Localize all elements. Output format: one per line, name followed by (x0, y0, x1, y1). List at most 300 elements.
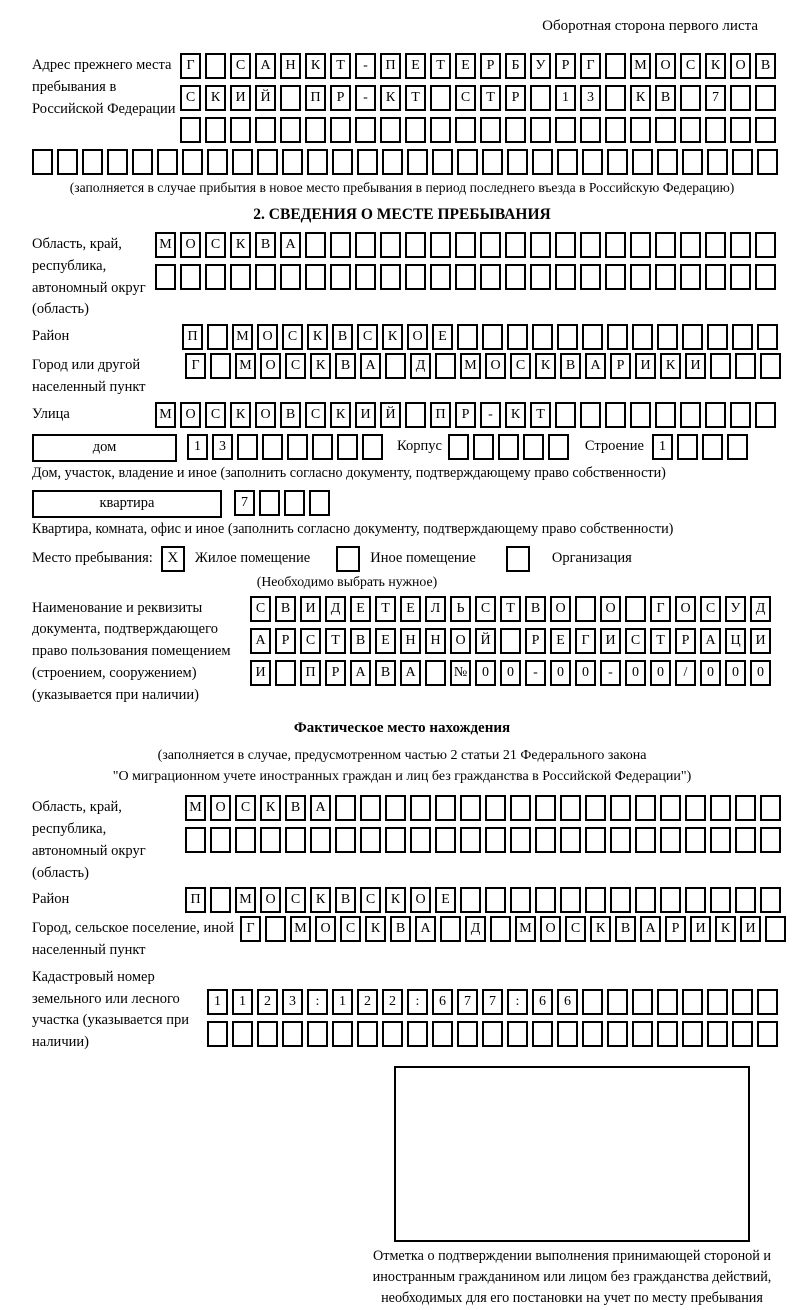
char-box: В (615, 916, 636, 942)
char-box: С (205, 402, 226, 428)
region-block (32, 232, 772, 321)
char-box (210, 827, 231, 853)
char-box (305, 117, 326, 143)
stay-type-row (32, 546, 772, 572)
char-box (385, 353, 406, 379)
char-box (330, 232, 351, 258)
char-box: 7 (234, 490, 255, 516)
char-box (630, 117, 651, 143)
char-box (610, 887, 631, 913)
char-box (435, 827, 456, 853)
char-box (57, 149, 78, 175)
confirmation-mark-area (394, 1066, 772, 1242)
char-box (732, 989, 753, 1015)
char-box (210, 353, 231, 379)
char-box: У (725, 596, 746, 622)
char-box (380, 232, 401, 258)
korpus-label: Корпус (397, 437, 442, 454)
char-box: О (180, 232, 201, 258)
page-corner-note: Оборотная сторона первого листа (542, 18, 758, 34)
char-box: К (505, 402, 526, 428)
char-box (507, 149, 528, 175)
char-box: Р (325, 660, 346, 686)
char-box (605, 232, 626, 258)
char-box (485, 795, 506, 821)
char-box (607, 324, 628, 350)
char-box (332, 149, 353, 175)
char-box (432, 149, 453, 175)
char-box: 0 (575, 660, 596, 686)
char-box: А (310, 795, 331, 821)
char-box: 1 (232, 989, 253, 1015)
char-box: О (407, 324, 428, 350)
char-box: 0 (750, 660, 771, 686)
apartment-field-box: квартира (32, 490, 222, 518)
char-box (655, 264, 676, 290)
char-box: О (450, 628, 471, 654)
char-box (682, 1021, 703, 1047)
char-box: И (300, 596, 321, 622)
document-row-2 (250, 628, 771, 654)
char-box: О (550, 596, 571, 622)
char-box: А (700, 628, 721, 654)
char-box (632, 1021, 653, 1047)
char-box: Н (280, 53, 301, 79)
char-box: 0 (550, 660, 571, 686)
char-box: В (350, 628, 371, 654)
char-box (757, 149, 778, 175)
char-box (357, 149, 378, 175)
char-box: П (182, 324, 203, 350)
char-box (580, 117, 601, 143)
char-box (705, 232, 726, 258)
char-box (630, 402, 651, 428)
char-box (455, 117, 476, 143)
char-box (732, 1021, 753, 1047)
char-box: К (630, 85, 651, 111)
char-box: 0 (725, 660, 746, 686)
char-box (380, 264, 401, 290)
char-box (677, 434, 698, 460)
char-box (490, 916, 511, 942)
char-box: М (630, 53, 651, 79)
char-box (680, 117, 701, 143)
char-box: Р (555, 53, 576, 79)
char-box: 0 (700, 660, 721, 686)
char-box (657, 324, 678, 350)
char-box (280, 85, 301, 111)
char-box (207, 324, 228, 350)
cadastre-block (32, 965, 772, 1054)
char-box (680, 232, 701, 258)
char-box (107, 149, 128, 175)
char-box (307, 1021, 328, 1047)
char-box (730, 402, 751, 428)
char-box: С (250, 596, 271, 622)
char-box (680, 402, 701, 428)
char-box: Г (575, 628, 596, 654)
korpus-cells (448, 434, 569, 460)
char-box: Р (505, 85, 526, 111)
char-box: С (360, 887, 381, 913)
char-box (605, 85, 626, 111)
char-box: - (600, 660, 621, 686)
char-box: К (230, 402, 251, 428)
char-box (382, 149, 403, 175)
char-box: 7 (705, 85, 726, 111)
char-box (360, 795, 381, 821)
char-box: К (365, 916, 386, 942)
char-box: Й (380, 402, 401, 428)
char-box (727, 434, 748, 460)
char-box: М (185, 795, 206, 821)
char-box (707, 324, 728, 350)
document-row-1 (250, 596, 771, 622)
char-box (480, 232, 501, 258)
actual-region-block (32, 795, 772, 884)
char-box (632, 149, 653, 175)
char-box (580, 264, 601, 290)
city-row (185, 353, 781, 379)
char-box (237, 434, 258, 460)
char-box (230, 264, 251, 290)
confirmation-mark-box (394, 1066, 750, 1242)
char-box: К (260, 795, 281, 821)
char-box: Ц (725, 628, 746, 654)
char-box (735, 353, 756, 379)
apartment-cells (234, 490, 330, 516)
char-box (660, 827, 681, 853)
char-box (255, 264, 276, 290)
char-box (532, 149, 553, 175)
char-box (755, 232, 776, 258)
document-block (32, 596, 772, 707)
prev-address-row-1 (180, 53, 776, 79)
char-box (507, 324, 528, 350)
char-box (309, 490, 330, 516)
char-box (282, 1021, 303, 1047)
char-box (555, 264, 576, 290)
char-box: К (330, 402, 351, 428)
char-box: С (565, 916, 586, 942)
char-box (582, 324, 603, 350)
char-box (760, 887, 781, 913)
char-box (405, 117, 426, 143)
char-box (505, 117, 526, 143)
district-label: Район (32, 328, 70, 344)
char-box (605, 53, 626, 79)
char-box (757, 324, 778, 350)
char-box: Н (400, 628, 421, 654)
char-box: В (335, 353, 356, 379)
cadastre-row-2 (207, 1021, 778, 1047)
char-box: С (700, 596, 721, 622)
char-box: Г (240, 916, 261, 942)
char-box: С (285, 887, 306, 913)
char-box (735, 795, 756, 821)
char-box: С (205, 232, 226, 258)
char-box: А (400, 660, 421, 686)
actual-location-note (32, 745, 772, 787)
char-box: Ь (450, 596, 471, 622)
char-box: 0 (475, 660, 496, 686)
char-box (755, 85, 776, 111)
char-box (330, 264, 351, 290)
char-box: Т (325, 628, 346, 654)
apartment-row (32, 490, 772, 518)
char-box (480, 264, 501, 290)
char-box: С (300, 628, 321, 654)
checkbox-other-premises (336, 546, 360, 572)
char-box (265, 916, 286, 942)
char-box: Р (675, 628, 696, 654)
char-box (610, 795, 631, 821)
char-box: П (300, 660, 321, 686)
char-box: В (255, 232, 276, 258)
house-number-cells (187, 434, 383, 460)
char-box (284, 490, 305, 516)
char-box (380, 117, 401, 143)
char-box (157, 149, 178, 175)
char-box (232, 149, 253, 175)
char-box (405, 402, 426, 428)
char-box (432, 1021, 453, 1047)
actual-district-block (32, 887, 772, 913)
char-box (532, 324, 553, 350)
char-box: Н (425, 628, 446, 654)
char-box: Л (425, 596, 446, 622)
char-box (555, 117, 576, 143)
char-box: В (332, 324, 353, 350)
char-box: В (755, 53, 776, 79)
char-box (732, 324, 753, 350)
char-box (560, 887, 581, 913)
char-box: 3 (580, 85, 601, 111)
char-box: М (155, 232, 176, 258)
char-box: А (640, 916, 661, 942)
char-box: 0 (650, 660, 671, 686)
char-box (530, 85, 551, 111)
char-box: К (660, 353, 681, 379)
char-box: 2 (382, 989, 403, 1015)
char-box: О (600, 596, 621, 622)
char-box: 6 (532, 989, 553, 1015)
char-box (530, 117, 551, 143)
char-box (335, 827, 356, 853)
document-row-3 (250, 660, 771, 686)
char-box (560, 795, 581, 821)
actual-location-note-line2: "О миграционном учете иностранных граждан и лиц без гражданства в Российской Федерации") (112, 769, 692, 785)
char-box (259, 490, 280, 516)
char-box: Й (475, 628, 496, 654)
actual-district-label: Район (32, 891, 70, 908)
char-box (425, 660, 446, 686)
prev-address-block (32, 53, 772, 143)
option-other-premises-label: Иное помещение (370, 550, 476, 566)
char-box: 1 (652, 434, 673, 460)
actual-city-block (32, 916, 772, 962)
char-box: С (180, 85, 201, 111)
actual-city-row (240, 916, 786, 942)
char-box (530, 232, 551, 258)
char-box: А (585, 353, 606, 379)
char-box: - (480, 402, 501, 428)
street-block (32, 402, 772, 428)
char-box (510, 887, 531, 913)
char-box: 1 (332, 989, 353, 1015)
char-box (523, 434, 544, 460)
char-box (710, 353, 731, 379)
cadastre-row-1 (207, 989, 778, 1015)
char-box: Г (185, 353, 206, 379)
char-box (507, 1021, 528, 1047)
char-box: К (205, 85, 226, 111)
char-box (407, 1021, 428, 1047)
char-box: М (235, 887, 256, 913)
char-box: В (375, 660, 396, 686)
char-box (702, 434, 723, 460)
char-box: / (675, 660, 696, 686)
char-box: К (230, 232, 251, 258)
char-box: 6 (557, 989, 578, 1015)
char-box (610, 827, 631, 853)
char-box: 3 (282, 989, 303, 1015)
char-box: : (307, 989, 328, 1015)
char-box (435, 795, 456, 821)
char-box (730, 85, 751, 111)
char-box: О (255, 402, 276, 428)
char-box: В (560, 353, 581, 379)
char-box (440, 916, 461, 942)
char-box: Т (530, 402, 551, 428)
char-box (405, 232, 426, 258)
char-box (585, 887, 606, 913)
char-box: Р (525, 628, 546, 654)
char-box (705, 264, 726, 290)
char-box (230, 117, 251, 143)
char-box (755, 402, 776, 428)
char-box: 1 (555, 85, 576, 111)
stroenie-label: Строение (584, 437, 644, 454)
char-box (332, 1021, 353, 1047)
char-box (257, 149, 278, 175)
char-box (473, 434, 494, 460)
section2-title: 2. СВЕДЕНИЯ О МЕСТЕ ПРЕБЫВАНИЯ (253, 206, 551, 223)
char-box: О (675, 596, 696, 622)
char-box: Г (650, 596, 671, 622)
char-box (630, 264, 651, 290)
char-box: К (310, 887, 331, 913)
char-box: К (382, 324, 403, 350)
char-box (262, 434, 283, 460)
char-box (510, 827, 531, 853)
char-box (355, 232, 376, 258)
char-box: : (407, 989, 428, 1015)
char-box: Е (435, 887, 456, 913)
char-box (205, 264, 226, 290)
char-box: С (282, 324, 303, 350)
house-row (32, 434, 772, 462)
char-box (735, 827, 756, 853)
char-box (498, 434, 519, 460)
char-box (385, 827, 406, 853)
char-box: К (310, 353, 331, 379)
char-box (580, 402, 601, 428)
char-box: О (260, 353, 281, 379)
char-box (337, 434, 358, 460)
char-box: В (275, 596, 296, 622)
char-box (705, 117, 726, 143)
apartment-caption: Квартира, комната, офис и иное (заполнить согласно документу, подтверждающему право собственности) (32, 520, 674, 537)
char-box (500, 628, 521, 654)
char-box (132, 149, 153, 175)
char-box: С (475, 596, 496, 622)
char-box (630, 232, 651, 258)
stay-type-label: Место пребывания: (32, 550, 153, 566)
char-box (757, 1021, 778, 1047)
char-box (585, 795, 606, 821)
region-label: Область, край, республика, автономный округ (область) (32, 236, 146, 318)
char-box (287, 434, 308, 460)
char-box: С (510, 353, 531, 379)
char-box (435, 353, 456, 379)
char-box (32, 149, 53, 175)
char-box: А (280, 232, 301, 258)
char-box (710, 827, 731, 853)
char-box (560, 827, 581, 853)
char-box: О (180, 402, 201, 428)
char-box (557, 149, 578, 175)
char-box (732, 149, 753, 175)
char-box (760, 827, 781, 853)
char-box: К (385, 887, 406, 913)
char-box: Т (500, 596, 521, 622)
char-box (625, 596, 646, 622)
char-box (632, 324, 653, 350)
char-box (285, 827, 306, 853)
char-box: 1 (187, 434, 208, 460)
char-box: О (210, 795, 231, 821)
char-box (210, 887, 231, 913)
actual-city-label: Город, сельское поселение, иной населенный пункт (32, 920, 235, 958)
char-box: - (525, 660, 546, 686)
char-box (685, 827, 706, 853)
char-box (362, 434, 383, 460)
house-field-box: дом (32, 434, 177, 462)
char-box (405, 264, 426, 290)
char-box (510, 795, 531, 821)
actual-district-row (185, 887, 781, 913)
char-box (535, 827, 556, 853)
city-block (32, 353, 772, 399)
char-box: И (635, 353, 656, 379)
city-label: Город или другой населенный пункт (32, 357, 146, 395)
char-box (275, 660, 296, 686)
char-box (155, 264, 176, 290)
char-box (505, 264, 526, 290)
char-box: И (230, 85, 251, 111)
char-box: С (285, 353, 306, 379)
char-box (730, 232, 751, 258)
char-box: В (285, 795, 306, 821)
char-box (655, 117, 676, 143)
char-box (280, 264, 301, 290)
char-box: Е (375, 628, 396, 654)
char-box (682, 324, 703, 350)
actual-region-row-2 (185, 827, 781, 853)
char-box (607, 149, 628, 175)
char-box: К (715, 916, 736, 942)
